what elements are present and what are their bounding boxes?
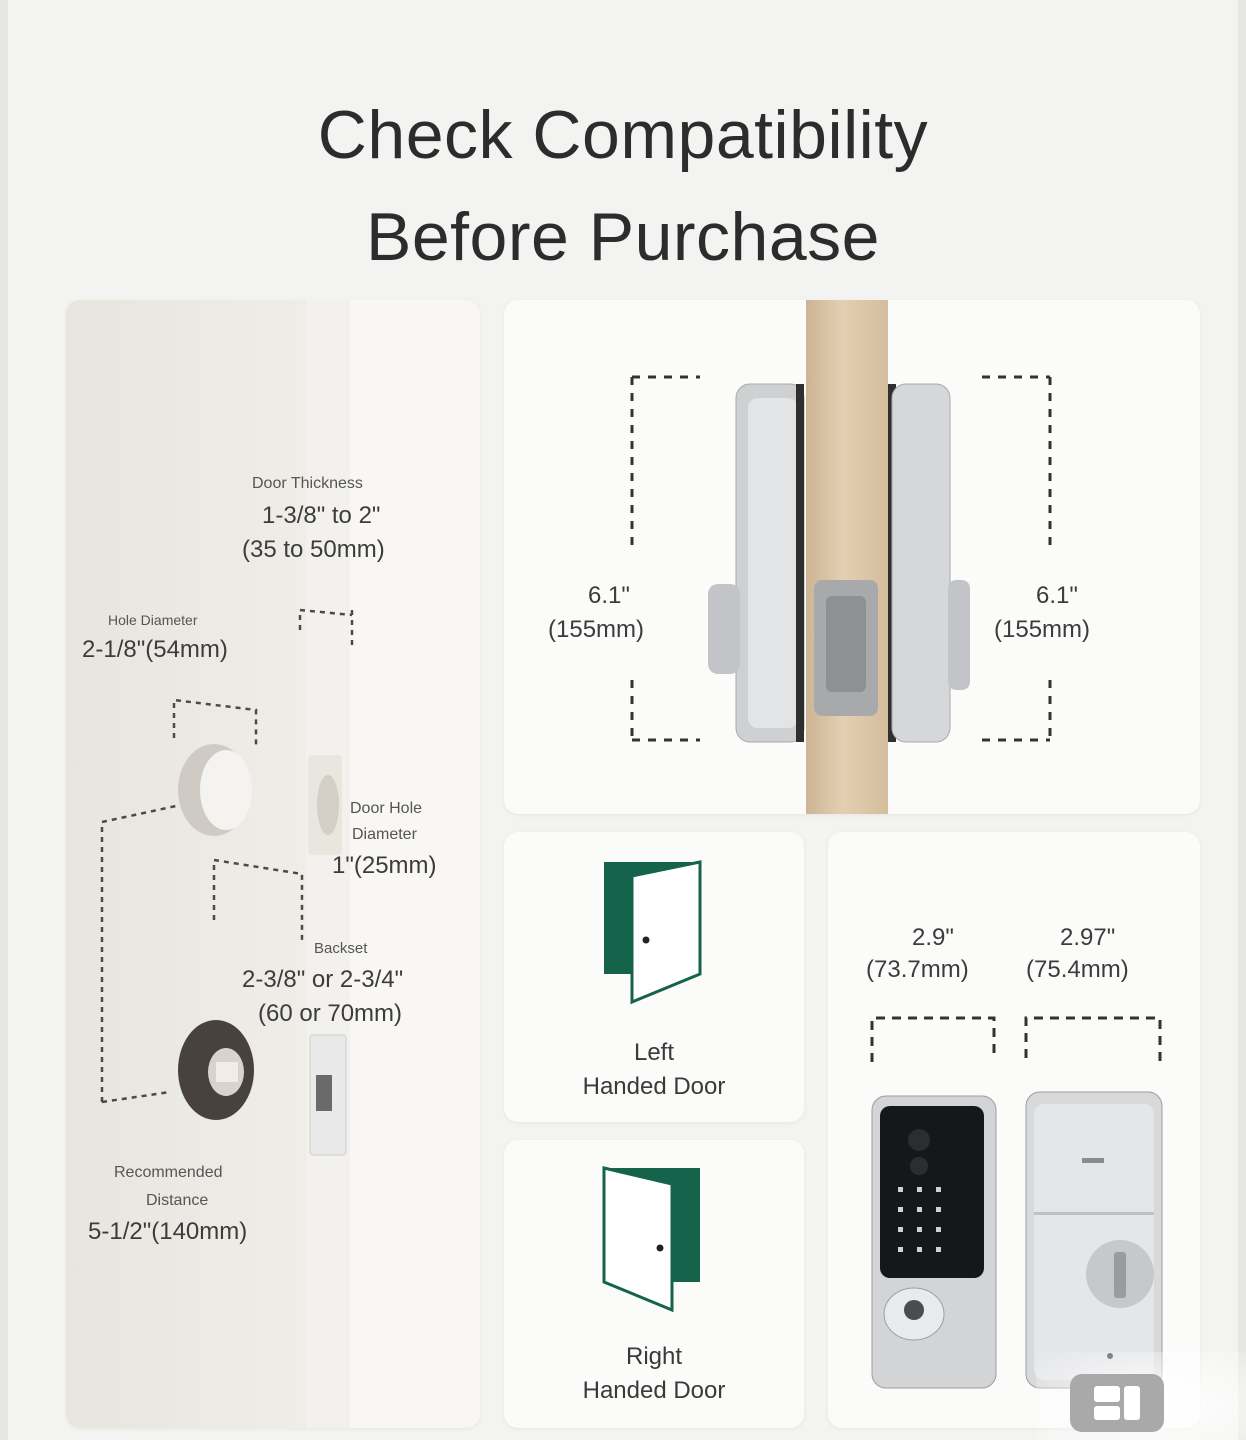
recommended-distance-label-2: Distance bbox=[146, 1192, 209, 1209]
lock-height-panel bbox=[504, 300, 1200, 814]
left-handed-door-card bbox=[504, 832, 804, 1122]
front-width-metric: (73.7mm) bbox=[866, 956, 969, 983]
door-hole-diameter-value: 1"(25mm) bbox=[332, 852, 437, 879]
page-title-line1: Check Compatibility bbox=[317, 97, 929, 173]
backset-value: 2-3/8" or 2-3/4" bbox=[242, 966, 404, 993]
door-thickness-value: 1-3/8" to 2" bbox=[262, 502, 381, 529]
door-hole-diameter-label-1: Door Hole bbox=[350, 800, 423, 817]
hole-diameter-label: Hole Diameter bbox=[108, 612, 198, 628]
page-title-line2: Before Purchase bbox=[365, 199, 880, 275]
recommended-distance-label-1: Recommended bbox=[114, 1164, 223, 1181]
gallery-toggle-button[interactable] bbox=[1070, 1374, 1164, 1432]
gallery-icon bbox=[1070, 1374, 1164, 1432]
hole-diameter-value: 2-1/8"(54mm) bbox=[82, 636, 228, 663]
door-thickness-label: Door Thickness bbox=[252, 475, 363, 492]
lock-front-back-illustration bbox=[828, 832, 1200, 1428]
right-handed-door-card bbox=[504, 1140, 804, 1428]
right-handed-door-line1: Right bbox=[625, 1343, 683, 1370]
back-width-metric: (75.4mm) bbox=[1026, 956, 1129, 983]
door-hole-diameter-label-2: Diameter bbox=[352, 826, 417, 843]
height-left-value: 6.1" bbox=[588, 582, 630, 609]
front-width-value: 2.9" bbox=[912, 924, 954, 951]
height-left-metric: (155mm) bbox=[548, 616, 645, 643]
recommended-distance-value: 5-1/2"(140mm) bbox=[88, 1218, 248, 1245]
lock-width-panel bbox=[828, 832, 1200, 1428]
lock-side-illustration bbox=[504, 300, 1200, 814]
backset-label: Backset bbox=[314, 940, 368, 957]
height-right-metric: (155mm) bbox=[994, 616, 1091, 643]
right-handed-door-line2: Handed Door bbox=[582, 1377, 726, 1404]
back-width-value: 2.97" bbox=[1060, 924, 1116, 951]
left-handed-door-line1: Left bbox=[633, 1039, 675, 1066]
door-thickness-metric: (35 to 50mm) bbox=[242, 536, 385, 563]
height-right-value: 6.1" bbox=[1036, 582, 1078, 609]
backset-metric: (60 or 70mm) bbox=[258, 1000, 403, 1027]
left-handed-door-line2: Handed Door bbox=[582, 1073, 726, 1100]
installation-dimensions-panel bbox=[66, 300, 480, 1428]
